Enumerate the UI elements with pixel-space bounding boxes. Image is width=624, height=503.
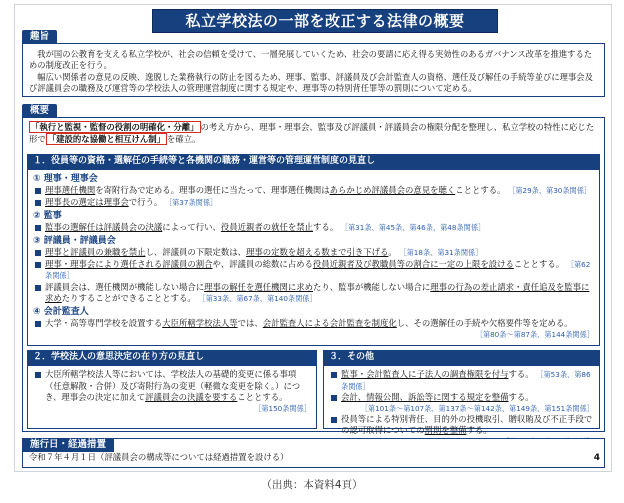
- sec1-sub-director: ① 理事・理事会: [33, 174, 98, 184]
- list-item: 理事長の選定は理事会で行う。 ［第37条関係］: [33, 197, 594, 209]
- purpose-tab: 趣旨: [22, 30, 57, 44]
- source-caption: （出典：本資料4頁）: [261, 479, 363, 491]
- effective-text: 令和７年４月１日（評議員会の構成等については経過措置を設ける）: [29, 452, 289, 462]
- list-item: 大臣所轄学校法人等においては、学校法人の基礎的変更に係る事項（任意解散・合併）及び寄附行為の変更（軽微な変更を除く。）につき、理事会の決定に加えて評議員会の決議を要することとする。: [33, 369, 311, 404]
- section3-panel: [323, 365, 600, 436]
- list-item: 会計、情報公開、訴訟等に関する規定を整備する。: [329, 392, 594, 404]
- section2-header: ２．学校法人の意思決定の在り方の見直し: [27, 350, 317, 365]
- sec1-sub-councilor: ③ 評議員・評議員会: [33, 235, 116, 246]
- slide: [14, 4, 612, 472]
- list-item: 理事・理事会により選任される評議員の割合や、評議員の総数に占める役員近親者及び教職員等の割合に一定の上限を設けることとする。 ［第62条関係］: [33, 259, 594, 282]
- overview-intro: [29, 122, 599, 145]
- effective-tab: 施行日・経過措置: [22, 438, 114, 452]
- sec1-sub-auditor: ② 監事: [33, 210, 62, 221]
- effective-box: [22, 438, 605, 468]
- page-number: 4: [593, 453, 600, 463]
- overview-box: [22, 117, 605, 436]
- list-item: 監事の選解任は評議員会の決議によって行い、役員近親者の就任を禁止する。 ［第31条、第45条、第46条、第48条関係］: [33, 222, 594, 234]
- section2-panel: [27, 365, 317, 429]
- overview-tab: 概要: [22, 104, 57, 118]
- list-item: 評議員会は、選任機関が機能しない場合に理事の解任を選任機関に求めたり、監事が機能しない場合に理事の行為の差止請求・責任追及を監事に求めたりすることができることとする。 ［第33条、第67条、第140条関係］: [33, 282, 594, 305]
- sec1-sub-accounting-auditor: ④ 会計監査人: [33, 306, 89, 317]
- section3-header: ３．その他: [323, 350, 600, 365]
- intro-highlight-1: 「執行と監視・監督の役割の明確化・分離」: [31, 122, 199, 132]
- purpose-paragraph-1: 我が国の公教育を支える私立学校が、社会の信頼を受けて、一層発展していくため、社会の要請に応え得る実効性のあるガバナンス改革を推進するための制度改正を行う。: [29, 49, 593, 71]
- purpose-box: [22, 43, 605, 97]
- purpose-paragraph-2: 幅広い関係者の意見の反映、逸脱した業務執行の防止を図るため、理事、監事、評議員及び会計監査人の資格、選任及び解任の手続等並びに理事会及び評議員会の職務及び運営等の学校法人の管理運営制度に関する規定や、理事等の特別背任罪等の罰則について定める。: [29, 71, 593, 94]
- intro-highlight-2: 「建設的な協働と相互けん制」: [47, 133, 165, 144]
- intro-text: の考え方から、理事・理事会、監事及び評議員・評議員会の権限分配を整理し、私立学校の特性に応じた形で: [29, 122, 595, 144]
- section1-header: １．役員等の資格・選解任の手続等と各機関の職務・運営等の管理運営制度の見直し: [27, 154, 600, 169]
- intro-end: を確立。: [167, 133, 201, 144]
- list-item: 大学・高等専門学校を設置する大臣所轄学校法人等では、会計監査人による会計監査を制度化し、その選解任の手続や欠格要件等を定める。: [33, 318, 594, 330]
- list-item: 理事選任機関を寄附行為で定める。理事の選任に当たって、理事選任機関はあらかじめ評議員会の意見を聴くこととする。 ［第29条、第30条関係］: [33, 185, 594, 197]
- sec3-ref-2: ［第101条～第107条、第137条～第142条、第149条、第151条関係］: [360, 403, 594, 413]
- list-item: 理事と評議員の兼職を禁止し、評議員の下限定数は、理事の定数を超える数まで引き下げる。 ［第18条、第31条関係］: [33, 247, 594, 259]
- section1-panel: [27, 169, 600, 346]
- sec1-ref-last: ［第80条～第87条、第144条関係］: [475, 329, 594, 339]
- page-title: 私立学校法の一部を改正する法律の概要: [152, 9, 498, 33]
- sec2-ref: ［第150条関係］: [254, 403, 311, 413]
- list-item: 監事・会計監査人に子法人の調査権限を付与する。 ［第53条、第86条関係］: [329, 369, 594, 392]
- list-item: 役員等による特別背任、目的外の投機取引、贈収賄及び不正手段での認可取得についての罰則を整備する。: [329, 414, 594, 437]
